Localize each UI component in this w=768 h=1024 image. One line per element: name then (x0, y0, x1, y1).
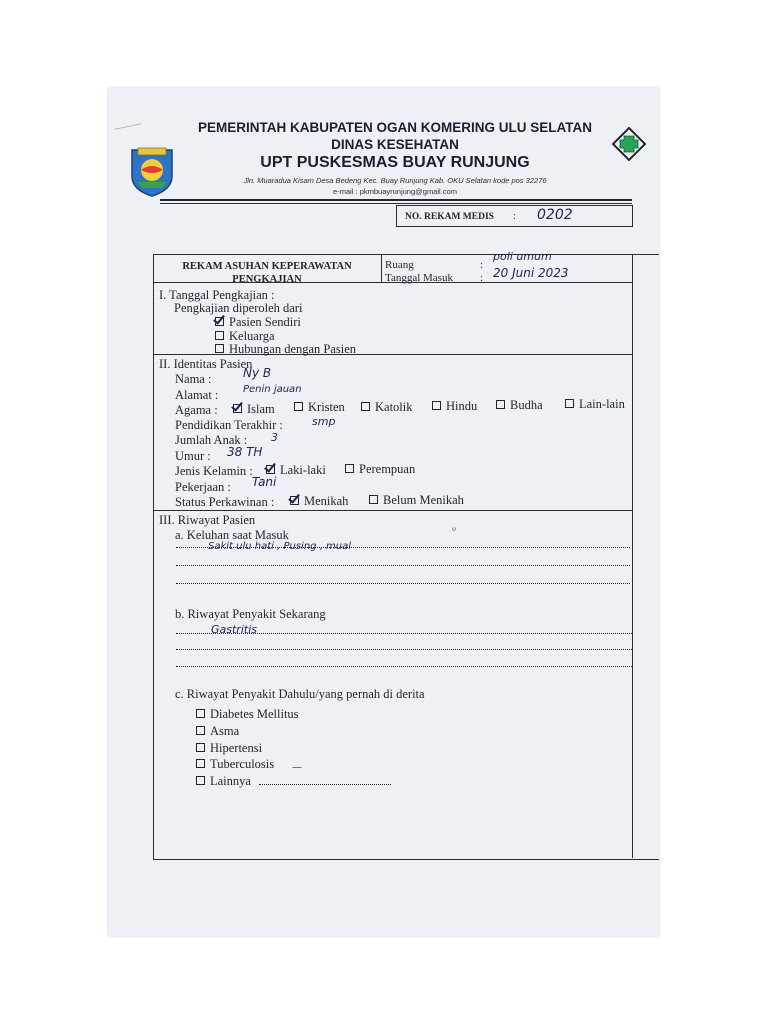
section2-rule (153, 510, 632, 511)
checkbox-icon (565, 399, 574, 408)
riwayat-sekarang-line-1[interactable] (176, 633, 632, 634)
header-rule-thin (160, 203, 632, 204)
agama-label: Agama : (175, 403, 218, 417)
riwayat-sekarang-line-2[interactable] (176, 649, 632, 650)
riwayat-diabetes[interactable]: Diabetes Mellitus (196, 708, 299, 721)
tanggal-masuk-value: 20 Juni 2023 (493, 266, 569, 280)
riwayat-lainnya[interactable]: Lainnya (196, 775, 251, 788)
ruang-value: poli umum (493, 250, 552, 263)
agama-hindu[interactable]: Hindu (432, 400, 477, 413)
checkbox-icon (290, 496, 299, 505)
keluhan-mark: ᵘ (452, 526, 457, 537)
riwayat-tuberculosis[interactable]: Tuberculosis (196, 758, 274, 771)
checkbox-icon (432, 401, 441, 410)
section1-rule (153, 354, 632, 355)
pekerjaan-value: Tani (252, 475, 277, 489)
rekam-medis-value: 0202 (537, 207, 573, 223)
keluhan-line-2[interactable] (176, 565, 630, 566)
header-line1: PEMERINTAH KABUPATEN OGAN KOMERING ULU SELATAN (198, 120, 592, 135)
jenis-kelamin-label: Jenis Kelamin : (175, 464, 253, 478)
agama-kristen[interactable]: Kristen (294, 401, 345, 414)
checkbox-icon (369, 495, 378, 504)
agama-katolik[interactable]: Katolik (361, 401, 413, 414)
pendidikan-label: Pendidikan Terakhir : (175, 418, 283, 432)
umur-label: Umur : (175, 449, 211, 463)
checkbox-icon (196, 743, 205, 752)
title-row-rule (153, 282, 632, 283)
form-frame-right (632, 254, 633, 858)
tanggal-masuk-label: Tanggal Masuk (385, 272, 453, 284)
header-rule (160, 199, 632, 201)
jumlah-anak-label: Jumlah Anak : (175, 433, 248, 447)
checkbox-icon (196, 759, 205, 768)
checkbox-icon (215, 344, 224, 353)
header-email: e-mail : pkmbuayrunjung@gmail.com (333, 187, 457, 196)
keluhan-line-1[interactable] (176, 547, 630, 548)
header-address: Jln. Muaradua Kisam Desa Bedeng Kec. Buay Runjung Kab. OKU Selatan kode pos 32276 (243, 176, 547, 185)
jk-perempuan[interactable]: Perempuan (345, 463, 415, 476)
nama-value: Ny B (243, 366, 272, 380)
rekam-medis-box (396, 205, 633, 227)
ruang-label: Ruang (385, 259, 414, 271)
pekerjaan-label: Pekerjaan : (175, 480, 231, 494)
tanggal-masuk-sep: : (480, 272, 484, 284)
keluhan-line-3[interactable] (176, 583, 630, 584)
form-title-line2: PENGKAJIAN (232, 274, 302, 285)
riwayat-asma[interactable]: Asma (196, 725, 239, 738)
section2-heading: II. Identitas Pasien (159, 357, 253, 371)
checkbox-icon (215, 331, 224, 340)
header-line2: DINAS KESEHATAN (331, 137, 459, 152)
checkbox-icon (496, 400, 505, 409)
keluhan-value: Sakit ulu hati , Pusing , mual (208, 541, 352, 552)
status-belum-menikah[interactable]: Belum Menikah (369, 494, 464, 507)
riwayat-dahulu-label: c. Riwayat Penyakit Dahulu/yang pernah di derita (175, 687, 425, 701)
riwayat-sekarang-value: Gastritis (211, 623, 257, 636)
status-perkawinan-label: Status Perkawinan : (175, 495, 275, 509)
rekam-medis-sep: : (513, 211, 516, 222)
header-line3: UPT PUSKESMAS BUAY RUNJUNG (260, 154, 530, 171)
riwayat-hipertensi[interactable]: Hipertensi (196, 742, 262, 755)
status-menikah[interactable]: Menikah (290, 495, 348, 508)
section1-heading: I. Tanggal Pengkajian : (159, 288, 275, 302)
checkbox-icon (196, 776, 205, 785)
checkbox-icon (345, 464, 354, 473)
ruang-sep: : (480, 259, 484, 271)
form-paper (108, 88, 659, 936)
riwayat-sekarang-label: b. Riwayat Penyakit Sekarang (175, 607, 326, 621)
form-title-line1: REKAM ASUHAN KEPERAWATAN (182, 261, 352, 272)
section1-sub: Pengkajian diperoleh dari (174, 301, 303, 315)
checkbox-icon (196, 709, 205, 718)
jumlah-anak-value: 3 (271, 431, 278, 444)
riwayat-sekarang-line-3[interactable] (176, 666, 632, 667)
pendidikan-value: smp (312, 415, 336, 428)
title-divider (381, 254, 382, 282)
rekam-medis-label: NO. REKAM MEDIS (405, 212, 494, 222)
agama-islam[interactable]: Islam (233, 403, 275, 416)
alamat-value: Penin jauan (243, 384, 302, 395)
pen-mark (114, 123, 142, 130)
alamat-label: Alamat : (175, 388, 219, 402)
keluhan-label: a. Keluhan saat Masuk (175, 528, 289, 542)
checkbox-icon (233, 404, 242, 413)
lainnya-value: — (292, 762, 302, 773)
section3-heading: III. Riwayat Pasien (159, 513, 256, 527)
checkbox-icon (266, 465, 275, 474)
checkbox-icon (196, 726, 205, 735)
agama-budha[interactable]: Budha (496, 399, 543, 412)
lainnya-line[interactable] (259, 784, 391, 785)
option-hubungan[interactable]: Hubungan dengan Pasien (215, 343, 356, 356)
nama-label: Nama : (175, 372, 212, 386)
agama-lain-lain[interactable]: Lain-lain (565, 398, 625, 411)
checkbox-icon (361, 402, 370, 411)
checkbox-icon (294, 402, 303, 411)
jk-laki-laki[interactable]: Laki-laki (266, 464, 326, 477)
option-pasien-sendiri[interactable]: Pasien Sendiri (215, 316, 301, 329)
option-keluarga[interactable]: Keluarga (215, 330, 275, 343)
umur-value: 38 TH (227, 445, 263, 459)
checkbox-icon (215, 317, 224, 326)
